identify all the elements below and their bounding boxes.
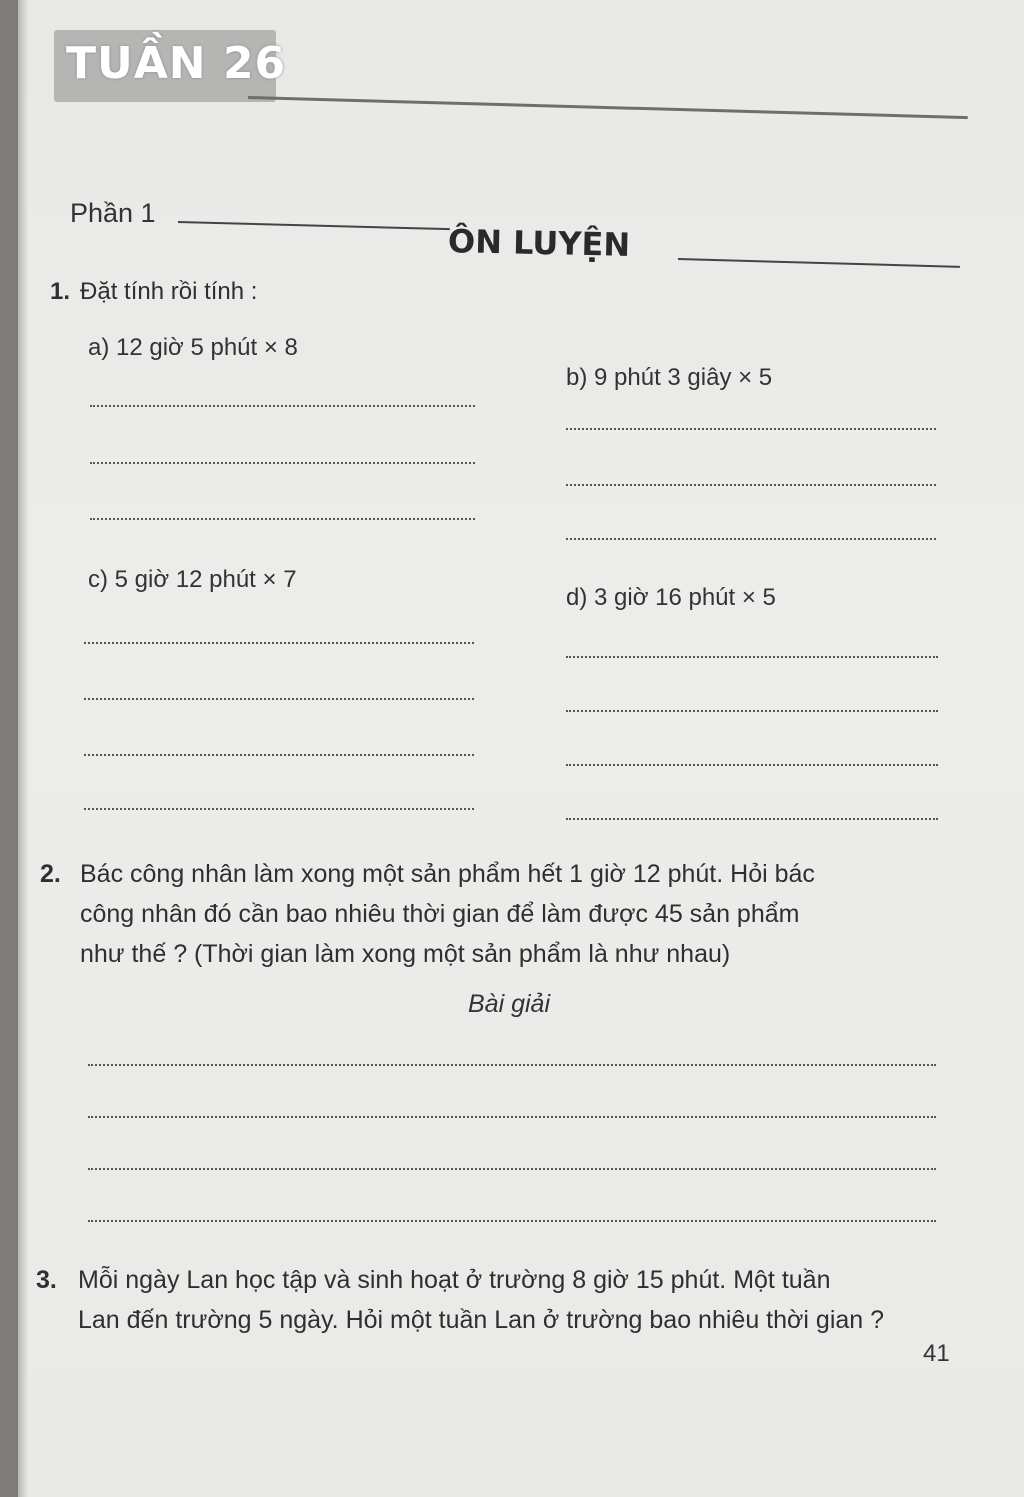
answer-line-1c-3[interactable]	[84, 754, 474, 756]
header-rule	[248, 96, 968, 119]
solution-heading: Bài giải	[468, 990, 550, 1018]
answer-line-1a-3[interactable]	[90, 518, 475, 520]
part-title: ÔN LUYỆN	[447, 222, 631, 264]
solution-line-1[interactable]	[88, 1064, 936, 1066]
question-3-line-2: Lan đến trường 5 ngày. Hỏi một tuần Lan ở trường bao nhiêu thời gian ?	[78, 1306, 885, 1334]
question-1b-label: b) 9 phút 3 giây × 5	[566, 364, 773, 391]
part-label: Phần 1	[70, 198, 156, 228]
answer-line-1a-2[interactable]	[90, 462, 475, 464]
answer-line-1c-1[interactable]	[84, 642, 474, 644]
question-1d-label: d) 3 giờ 16 phút × 5	[566, 584, 776, 611]
answer-line-1d-4[interactable]	[566, 818, 938, 820]
question-2-line-1: Bác công nhân làm xong một sản phẩm hết 1 giờ 12 phút. Hỏi bác	[80, 860, 815, 888]
answer-line-1a-1[interactable]	[90, 405, 475, 407]
answer-line-1c-2[interactable]	[84, 698, 474, 700]
question-1c-label: c) 5 giờ 12 phút × 7	[88, 566, 297, 593]
part-rule-left	[178, 221, 450, 230]
question-2	[40, 854, 1000, 974]
answer-line-1d-1[interactable]	[566, 656, 938, 658]
question-1-prompt: Đặt tính rồi tính :	[80, 278, 258, 305]
answer-line-1b-3[interactable]	[566, 538, 936, 540]
question-1a-label: a) 12 giờ 5 phút × 8	[88, 334, 298, 361]
answer-line-1b-1[interactable]	[566, 428, 936, 430]
page-number: 41	[923, 1340, 950, 1367]
question-3-line-1: Mỗi ngày Lan học tập và sinh hoạt ở trường 8 giờ 15 phút. Một tuần	[78, 1266, 831, 1294]
solution-line-4[interactable]	[88, 1220, 936, 1222]
question-1-number: 1.	[50, 278, 71, 305]
workbook-page	[18, 0, 1024, 1497]
question-2-line-3: như thế ? (Thời gian làm xong một sản phẩm là như nhau)	[80, 940, 731, 968]
question-2-line-2: công nhân đó cần bao nhiêu thời gian để làm được 45 sản phẩm	[80, 900, 800, 928]
question-1-heading	[50, 278, 257, 306]
answer-line-1d-3[interactable]	[566, 764, 938, 766]
part-rule-right	[678, 258, 960, 268]
solution-line-3[interactable]	[88, 1168, 936, 1170]
answer-line-1b-2[interactable]	[566, 484, 936, 486]
question-3	[36, 1260, 1006, 1340]
question-3-number: 3.	[36, 1266, 57, 1294]
answer-line-1d-2[interactable]	[566, 710, 938, 712]
week-title: TUẦN 26	[66, 38, 287, 89]
page-edge-shadow	[18, 0, 28, 1497]
question-2-number: 2.	[40, 860, 61, 888]
answer-line-1c-4[interactable]	[84, 808, 474, 810]
solution-line-2[interactable]	[88, 1116, 936, 1118]
